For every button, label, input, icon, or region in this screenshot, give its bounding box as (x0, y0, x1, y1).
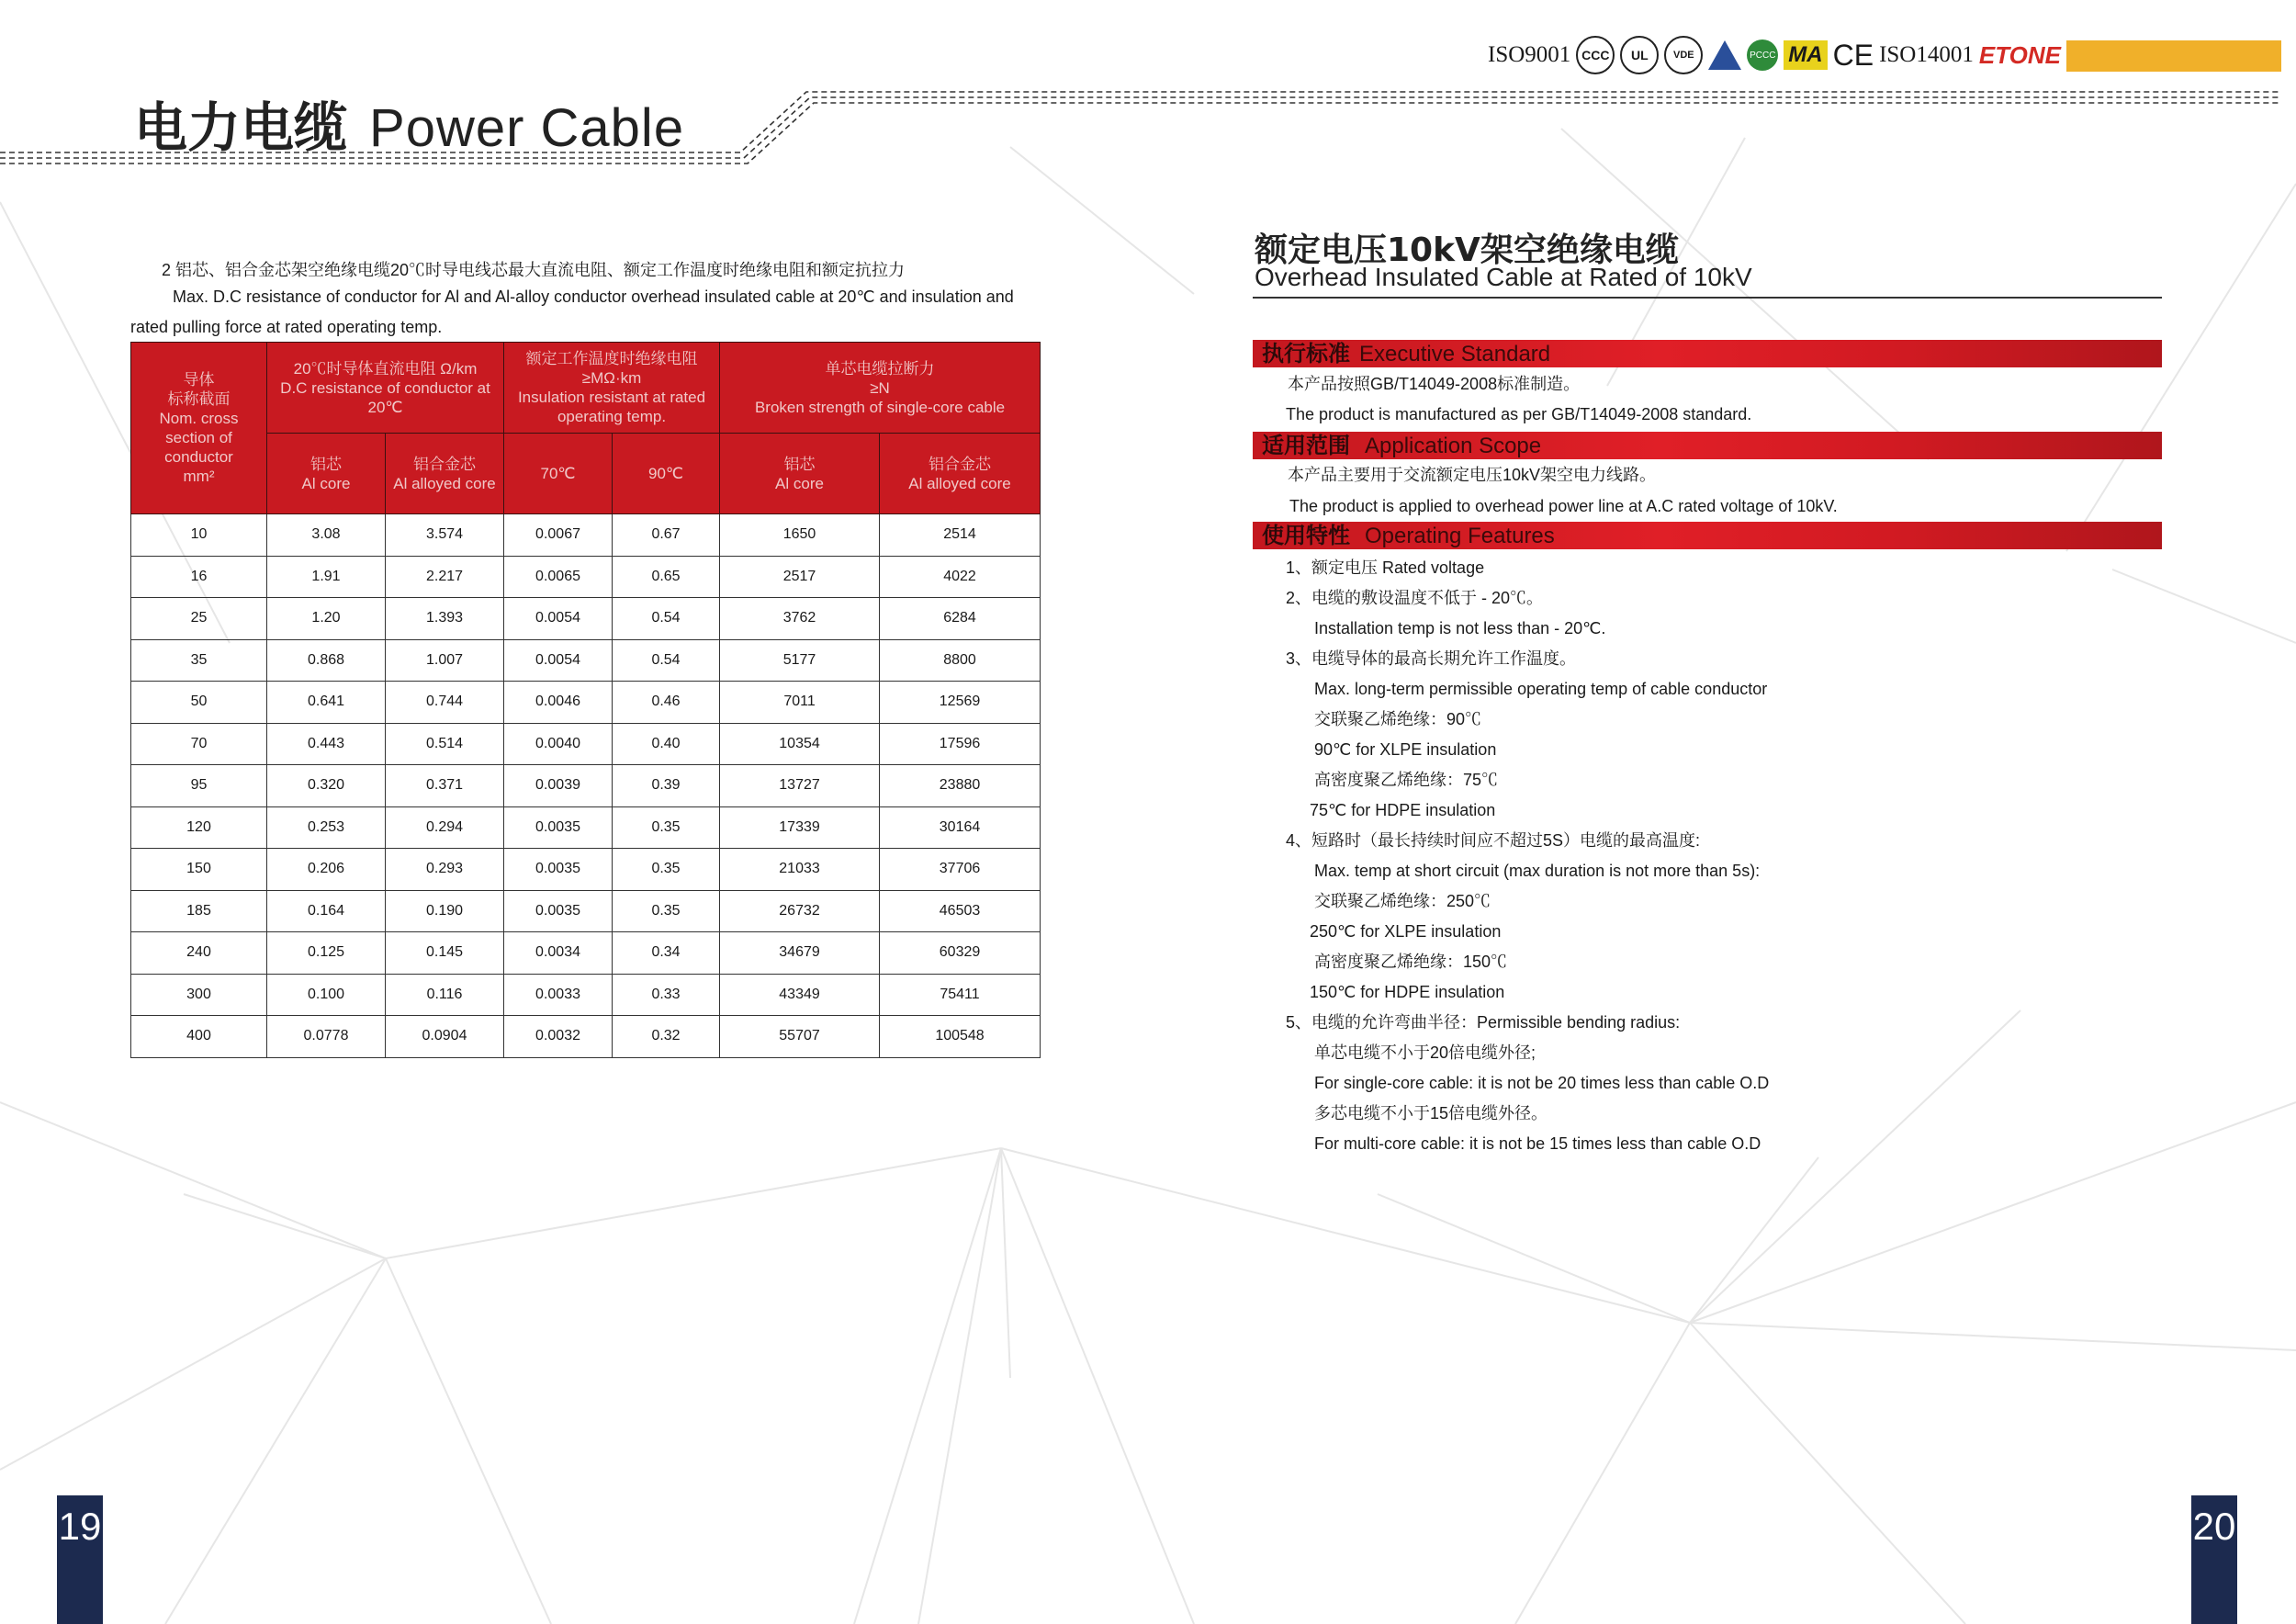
sub-header-al-core (267, 434, 386, 514)
sub-header-alloy-core (386, 434, 504, 514)
ul-logo: UL (1620, 36, 1659, 74)
table-row (131, 890, 1041, 932)
table-cell: 3.574 (386, 514, 504, 557)
table-cell: 0.0033 (504, 974, 613, 1016)
table-cell: 26732 (720, 890, 880, 932)
standard-line-en: The product is manufactured as per GB/T14049-2008 standard. (1286, 405, 1752, 423)
sub-alloy-cn: 铝合金芯 (413, 455, 476, 473)
table-cell: 0.320 (267, 765, 386, 807)
table-cell: 0.0067 (504, 514, 613, 557)
sub-al-cn: 铝芯 (310, 455, 342, 473)
table-row (131, 723, 1041, 765)
sub-alloy2-cn: 铝合金芯 (929, 455, 992, 473)
col-header-dc-resistance (267, 343, 504, 434)
table-cell: 12569 (880, 682, 1041, 724)
table-cell: 185 (131, 890, 267, 932)
col-header-section-unit: mm² (183, 468, 215, 485)
table-cell: 3.08 (267, 514, 386, 557)
table-cell: 2514 (880, 514, 1041, 557)
scope-line-cn: 本产品主要用于交流额定电压10kV架空电力线路。 (1288, 466, 1657, 484)
band-application-scope (1253, 432, 2162, 459)
table-cell: 0.514 (386, 723, 504, 765)
feature-line: 高密度聚乙烯绝缘：75℃ (1314, 771, 1499, 789)
sub-al2-cn: 铝芯 (783, 455, 816, 473)
insulation-en: Insulation resistant at rated operating temp. (517, 389, 706, 425)
table-cell: 0.100 (267, 974, 386, 1016)
table-cell: 55707 (720, 1016, 880, 1058)
band-executive-standard-cn: 执行标准 (1262, 341, 1350, 367)
table-cell: 7011 (720, 682, 880, 724)
band-executive-standard-en: Executive Standard (1359, 342, 1551, 367)
table-cell: 4022 (880, 556, 1041, 598)
feature-line: Max. temp at short circuit (max duration is not more than 5s): (1314, 862, 1761, 880)
table-cell: 0.744 (386, 682, 504, 724)
sub-al2-en: Al core (775, 474, 824, 492)
table-cell: 0.0054 (504, 598, 613, 640)
table-cell: 400 (131, 1016, 267, 1058)
table-cell: 1.91 (267, 556, 386, 598)
section-title-cn: 额定电压10kV架空绝缘电缆 (1255, 231, 1679, 269)
table-caption-cn: 2 铝芯、铝合金芯架空绝缘电缆20℃时导电线芯最大直流电阻、额定工作温度时绝缘电阻和额定抗拉力 (162, 261, 906, 279)
table-cell: 60329 (880, 932, 1041, 975)
tuv-logo (1708, 40, 1741, 70)
table-cell: 300 (131, 974, 267, 1016)
table-cell: 1.393 (386, 598, 504, 640)
table-row (131, 639, 1041, 682)
table-row (131, 556, 1041, 598)
section-title-en: Overhead Insulated Cable at Rated of 10kV (1255, 263, 1752, 291)
table-cell: 0.0035 (504, 806, 613, 849)
table-cell: 0.65 (613, 556, 720, 598)
broken-strength-cn: 单芯电缆拉断力 (825, 359, 935, 378)
feature-line: 75℃ for HDPE insulation (1310, 801, 1496, 819)
page-number-left: 19 (57, 1495, 103, 1624)
table-cell: 23880 (880, 765, 1041, 807)
table-cell: 0.641 (267, 682, 386, 724)
feature-line: 90℃ for XLPE insulation (1314, 740, 1497, 759)
sub-header-70c: 70℃ (504, 434, 613, 514)
table-cell: 17339 (720, 806, 880, 849)
feature-line: 交联聚乙烯绝缘：250℃ (1314, 892, 1491, 910)
table-cell: 70 (131, 723, 267, 765)
band-operating-features-cn: 使用特性 (1262, 523, 1350, 548)
dc-resistance-cn: 20℃时导体直流电阻 Ω/km (293, 359, 478, 378)
table-row (131, 514, 1041, 557)
table-cell: 0.371 (386, 765, 504, 807)
feature-line: 多芯电缆不小于15倍电缆外径。 (1314, 1104, 1548, 1122)
table-row (131, 765, 1041, 807)
table-row (131, 682, 1041, 724)
sub-alloy2-en: Al alloyed core (908, 474, 1011, 492)
feature-line: Installation temp is not less than - 20℃. (1314, 619, 1606, 637)
table-cell: 0.32 (613, 1016, 720, 1058)
iso9001-logo: ISO9001 (1488, 42, 1571, 67)
feature-line: Max. long-term permissible operating temp of cable conductor (1314, 680, 1768, 698)
col-header-section-en: Nom. cross section of conductor (159, 410, 239, 466)
header-accent-bar (2066, 40, 2281, 72)
table-cell: 0.54 (613, 639, 720, 682)
table-cell: 0.0065 (504, 556, 613, 598)
feature-line: 5、电缆的允许弯曲半径：Permissible bending radius: (1286, 1013, 1681, 1032)
sub-header-al-core-2 (720, 434, 880, 514)
table-cell: 21033 (720, 849, 880, 891)
etone-logo: ETONE (1978, 40, 2061, 69)
table-cell: 0.125 (267, 932, 386, 975)
table-cell: 30164 (880, 806, 1041, 849)
vde-logo: VDE (1664, 36, 1703, 74)
table-cell: 0.35 (613, 849, 720, 891)
band-executive-standard (1253, 340, 2162, 367)
table-cell: 0.0039 (504, 765, 613, 807)
band-application-scope-cn: 适用范围 (1262, 433, 1350, 458)
table-row (131, 974, 1041, 1016)
table-cell: 0.35 (613, 806, 720, 849)
feature-line: 高密度聚乙烯绝缘：150℃ (1314, 953, 1508, 971)
feature-line: 单芯电缆不小于20倍电缆外径; (1314, 1043, 1536, 1062)
table-row (131, 598, 1041, 640)
sub-header-alloy-core-2 (880, 434, 1041, 514)
table-cell: 0.145 (386, 932, 504, 975)
col-header-insulation (504, 343, 720, 434)
table-cell: 240 (131, 932, 267, 975)
table-cell: 0.34 (613, 932, 720, 975)
table-caption-en: Max. D.C resistance of conductor for Al and Al-alloy conductor overhead insulated cable at 20℃ and insulation and (173, 288, 1014, 306)
iso14001-logo: ISO14001 (1879, 42, 1974, 67)
feature-line: 250℃ for XLPE insulation (1310, 922, 1502, 941)
table-cell: 3762 (720, 598, 880, 640)
feature-line: 1、额定电压 Rated voltage (1286, 558, 1485, 577)
table-cell: 0.0032 (504, 1016, 613, 1058)
sub-alloy-en: Al alloyed core (393, 474, 496, 492)
page-title-en: Power Cable (369, 98, 685, 158)
table-cell: 150 (131, 849, 267, 891)
feature-line: 2、电缆的敷设温度不低于 - 20℃。 (1286, 589, 1544, 607)
table-cell: 0.0054 (504, 639, 613, 682)
table-cell: 0.67 (613, 514, 720, 557)
certification-logos (1488, 31, 2061, 79)
table-cell: 16 (131, 556, 267, 598)
table-row (131, 806, 1041, 849)
table-cell: 95 (131, 765, 267, 807)
col-header-section-cn2: 标称截面 (167, 390, 231, 408)
table-cell: 0.206 (267, 849, 386, 891)
table-cell: 37706 (880, 849, 1041, 891)
insulation-cn: 额定工作温度时绝缘电阻 (525, 350, 698, 367)
col-header-section-cn: 导体 (183, 371, 215, 389)
table-cell: 0.116 (386, 974, 504, 1016)
ma-logo: MA (1784, 40, 1827, 70)
table-cell: 34679 (720, 932, 880, 975)
table-row (131, 1016, 1041, 1058)
table-cell: 0.0778 (267, 1016, 386, 1058)
table-cell: 0.0035 (504, 849, 613, 891)
table-cell: 35 (131, 639, 267, 682)
table-caption-en-2: rated pulling force at rated operating temp. (130, 318, 443, 336)
table-cell: 6284 (880, 598, 1041, 640)
broken-strength-unit: ≥N (870, 378, 890, 397)
band-application-scope-en: Application Scope (1365, 434, 1542, 458)
table-row (131, 849, 1041, 891)
table-cell: 75411 (880, 974, 1041, 1016)
pccc-logo: PCCC (1747, 39, 1778, 71)
table-cell: 0.253 (267, 806, 386, 849)
feature-line: 交联聚乙烯绝缘：90℃ (1314, 710, 1482, 728)
resistance-table (130, 342, 1041, 1058)
feature-line: For multi-core cable: it is not be 15 times less than cable O.D (1314, 1134, 1761, 1153)
table-cell: 0.0046 (504, 682, 613, 724)
table-cell: 5177 (720, 639, 880, 682)
table-cell: 0.190 (386, 890, 504, 932)
table-cell: 100548 (880, 1016, 1041, 1058)
table-cell: 43349 (720, 974, 880, 1016)
sub-header-90c: 90℃ (613, 434, 720, 514)
table-cell: 0.164 (267, 890, 386, 932)
band-operating-features-en: Operating Features (1365, 524, 1555, 548)
broken-strength-en: Broken strength of single-core cable (754, 398, 1006, 416)
table-cell: 50 (131, 682, 267, 724)
table-row (131, 932, 1041, 975)
table-cell: 0.0904 (386, 1016, 504, 1058)
insulation-unit: ≥MΩ·km (581, 369, 642, 387)
table-cell: 8800 (880, 639, 1041, 682)
table-cell: 0.0034 (504, 932, 613, 975)
ccc-logo: CCC (1576, 36, 1615, 74)
ce-logo: CE (1832, 38, 1874, 72)
scope-line-en: The product is applied to overhead power line at A.C rated voltage of 10kV. (1289, 497, 1838, 515)
feature-line: 4、短路时（最长持续时间应不超过5S）电缆的最高温度: (1286, 831, 1701, 850)
page-title (134, 85, 684, 162)
sub-al-en: Al core (301, 474, 351, 492)
table-cell: 0.54 (613, 598, 720, 640)
table-cell: 0.46 (613, 682, 720, 724)
table-cell: 1.20 (267, 598, 386, 640)
table-cell: 0.0040 (504, 723, 613, 765)
table-cell: 0.293 (386, 849, 504, 891)
table-cell: 0.868 (267, 639, 386, 682)
table-cell: 0.443 (267, 723, 386, 765)
table-cell: 0.294 (386, 806, 504, 849)
standard-line-cn: 本产品按照GB/T14049-2008标准制造。 (1288, 375, 1581, 393)
feature-line: 3、电缆导体的最高长期允许工作温度。 (1286, 649, 1577, 668)
table-cell: 1650 (720, 514, 880, 557)
table-cell: 10354 (720, 723, 880, 765)
table-cell: 25 (131, 598, 267, 640)
col-header-section (131, 343, 267, 514)
table-cell: 120 (131, 806, 267, 849)
table-cell: 13727 (720, 765, 880, 807)
table-cell: 0.40 (613, 723, 720, 765)
table-cell: 2517 (720, 556, 880, 598)
table-cell: 0.35 (613, 890, 720, 932)
feature-line: 150℃ for HDPE insulation (1310, 983, 1505, 1001)
title-rule (1253, 297, 2162, 299)
col-header-broken-strength (720, 343, 1041, 434)
feature-line: For single-core cable: it is not be 20 times less than cable O.D (1314, 1074, 1770, 1092)
table-cell: 0.39 (613, 765, 720, 807)
page-number-right: 20 (2191, 1495, 2237, 1624)
table-cell: 2.217 (386, 556, 504, 598)
table-cell: 0.33 (613, 974, 720, 1016)
dc-resistance-en: D.C resistance of conductor at 20℃ (280, 378, 490, 416)
table-cell: 1.007 (386, 639, 504, 682)
table-cell: 10 (131, 514, 267, 557)
table-cell: 0.0035 (504, 890, 613, 932)
band-operating-features (1253, 522, 2162, 549)
page-title-cn: 电力电缆 (134, 96, 348, 159)
table-cell: 17596 (880, 723, 1041, 765)
table-cell: 46503 (880, 890, 1041, 932)
